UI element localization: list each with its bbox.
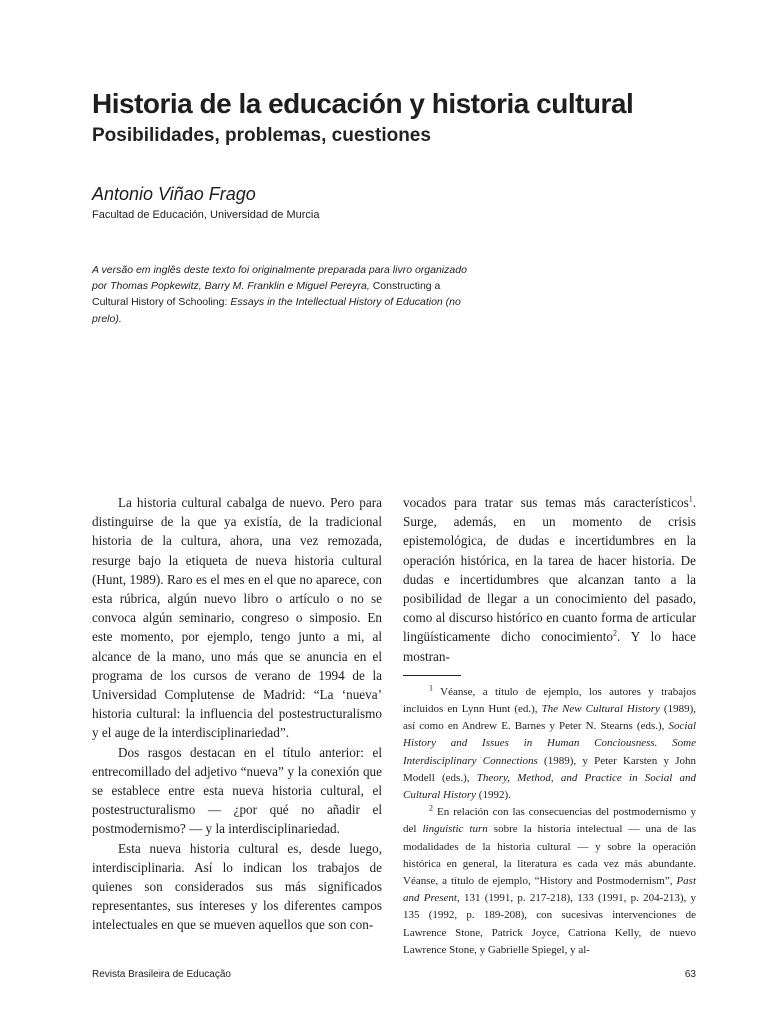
footnote-divider xyxy=(403,675,461,676)
footnote-number: 1 xyxy=(429,683,433,693)
footnote-text: (1989), así como en Andrew E. Barnes y Peter N. Stearns (eds.), xyxy=(403,703,697,733)
footnote-term: linguistic turn xyxy=(422,823,488,836)
body-paragraph: La historia cultural cabalga de nuevo. Pero para distinguirse de la que ya existía, de la tradicional historia de la cultura, ahora, una vez remozada, resurge bajo la etiqueta de nueva historia cultural (Hunt, 1989). Raro es el mes en el que no aparece, con esta rúbrica, algún nuevo libro o artículo o no se convoca algún seminario, congreso o simposio. En este momento, por ejemplo, tengo junto a mi, al alcance de la mano, uno más que se anuncia en el programa de los cursos de verano de 1994 de la Universidad Complutense de Madrid: “La ‘nueva’ historia cultural: la influencia del postestructuralismo y el auge de la interdisciplinariedad”. xyxy=(92,495,382,741)
note-part-3: Essays in the Intellectual History of Education (no prelo). xyxy=(92,296,461,325)
body-column-right xyxy=(403,493,696,959)
body-column-left xyxy=(92,493,382,935)
footnote-ref: 2 xyxy=(613,629,618,639)
body-text: . Y lo hace mostran- xyxy=(403,629,696,664)
body-text: . Surge, además, en un momento de crisis epistemológica, de dudas e incertidumbres en la operación histórica, en la tarea de hacer historia. De dudas e incertidumbres que alcanzan tanto a la posibilidad de llegar a un conocimiento del pasado, como al discurso histórico en cuanto forma de articular lingüísticamente dicho conocimiento xyxy=(403,495,696,645)
footnote-text: , 131 (1991, p. 217-218), 133 (1991, p. 204-213), y 135 (1992, p. 189-208), con sucesivas intervenciones de Lawrence Stone, Patrick Joyce, Catriona Kelly, de nuevo Lawrence Stone, y Gabrielle Spiegel, y al- xyxy=(403,892,696,956)
footnote-ref: 1 xyxy=(688,494,693,504)
footnote-2 xyxy=(403,804,696,959)
author-affiliation: Facultad de Educación, Universidad de Murcia xyxy=(92,209,320,221)
author-name: Antonio Viñao Frago xyxy=(92,184,256,204)
footnote-text: Véanse, a título de ejemplo, los autores y trabajos incluidos en Lynn Hunt (ed.), xyxy=(403,685,696,716)
footnote-1 xyxy=(403,684,696,804)
body-paragraph xyxy=(403,493,696,666)
footnote-text: En relación con las consecuencias del postmodernismo y del xyxy=(403,806,696,836)
journal-name-footer: Revista Brasileira de Educação xyxy=(92,969,231,980)
body-paragraph: Esta nueva historia cultural es, desde luego, interdisciplinaria. Así lo indican los trabajos de quienes son considerados sus más significados representantes, sus intereses y los diferentes campos intelectuales en que se mueven aquellos que son con- xyxy=(92,840,382,933)
footnote-title: Theory, Method, and Practice in Social and Cultural History xyxy=(403,771,697,802)
footnote-text: sobre la historia intelectual — una de las modalidades de la historia cultural — y sobre la operación histórica en general, la literatura es cada vez más abundante. Véanse, a título de ejemplo, “History and Postmodernism”, xyxy=(403,823,696,888)
footnote-title: The New Cultural History xyxy=(541,703,660,716)
article-title: Historia de la educación y historia cultural xyxy=(92,88,634,119)
footnote-title: Social History and Issues in Human Conciousness. Some Interdisciplinary Connections xyxy=(403,720,696,767)
body-text: vocados para tratar sus temas más característicos xyxy=(403,495,689,510)
page-number: 63 xyxy=(684,969,696,980)
note-part-2: Constructing a Cultural History of Schooling: xyxy=(92,280,441,309)
footnote-number: 2 xyxy=(429,803,433,813)
footnote-text: (1989), y Peter Karsten y John Modell (eds.), xyxy=(403,754,696,784)
footnote-title: Past and Present xyxy=(403,875,696,905)
body-paragraph: Dos rasgos destacan en el título anterior: el entrecomillado del adjetivo “nueva” y la conexión que se establece entre esta nueva historia cultural, el postestructuralismo — ¿por qué no añadir el postmodernismo? — y la interdisciplinariedad. xyxy=(92,744,382,837)
translation-note xyxy=(92,262,472,327)
article-subtitle: Posibilidades, problemas, cuestiones xyxy=(92,125,431,146)
footnote-text: (1992). xyxy=(476,789,511,802)
note-part-1: A versão em inglês deste texto foi originalmente preparada para livro organizado por Thomas Popkewitz, Barry M. Franklin e Miguel Pereyra, xyxy=(92,264,467,293)
